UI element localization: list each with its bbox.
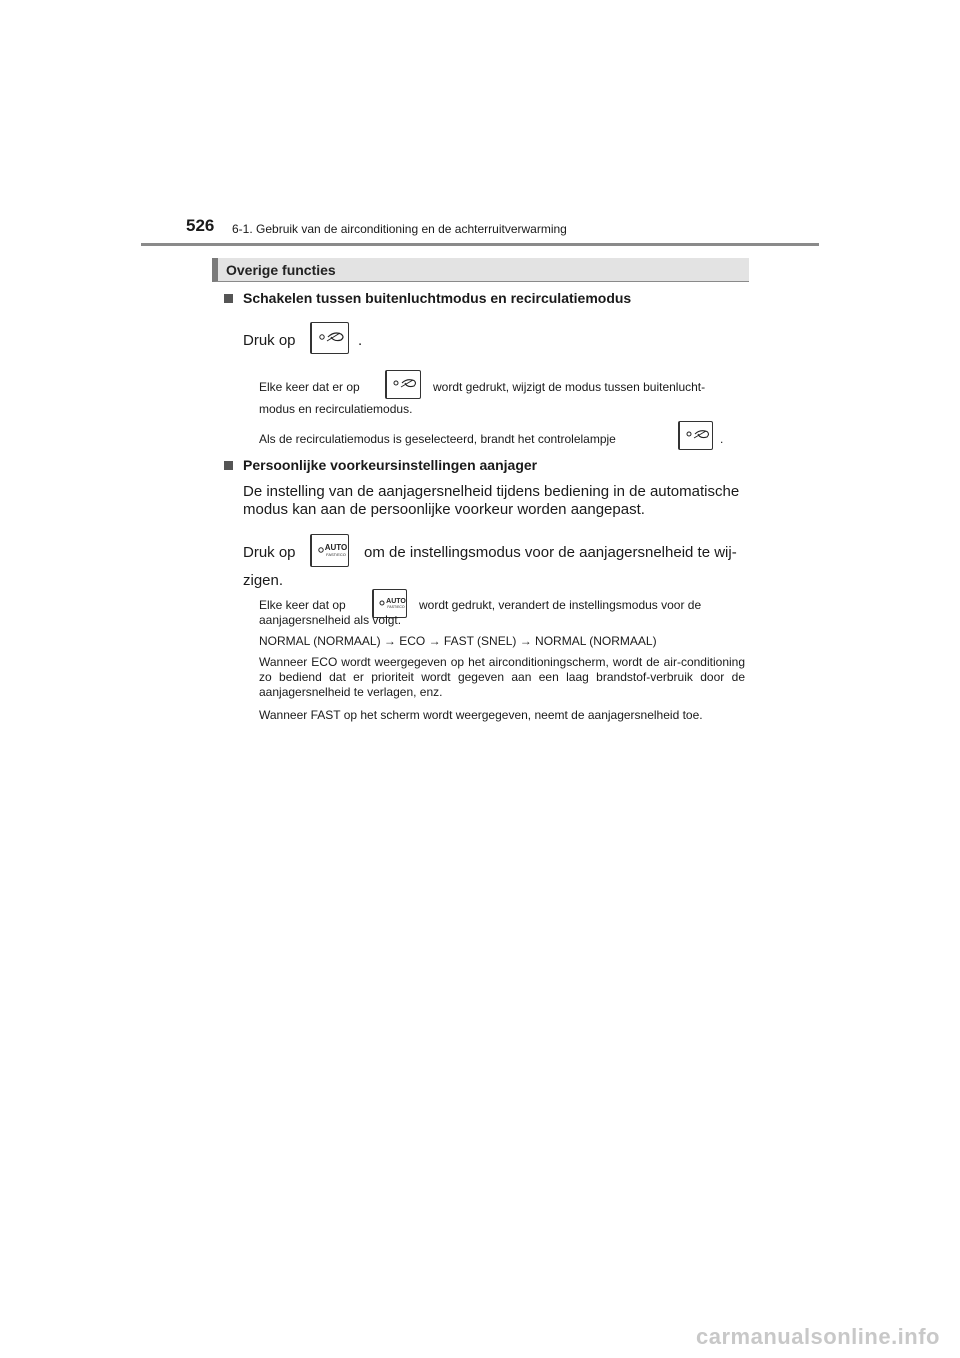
section-title: Overige functies <box>226 262 336 278</box>
indicator-lamp-icon <box>678 421 713 450</box>
body-text: om de instellingsmodus voor de aanjagersnelheid te wij- <box>364 544 737 561</box>
note-text: Elke keer dat er op <box>259 380 360 394</box>
body-text: zigen. <box>243 572 284 589</box>
auto-label: AUTO <box>386 598 406 605</box>
section-title-bar <box>212 258 749 282</box>
note-text: aanjagersnelheid als volgt. <box>259 613 402 627</box>
heading-recirculation: Schakelen tussen buitenluchtmodus en recirculatiemodus <box>243 290 632 306</box>
note-text: Wanneer ECO wordt weergegeven op het airconditioningscherm, wordt de air-conditioning zo bediend dat er prioriteit wordt gegeven aan een laag brandstof-verbruik door de aanjagersnelheid te verlagen, enz. <box>259 655 745 699</box>
body-text: modus kan aan de persoonlijke voorkeur worden aangepast. <box>243 501 645 518</box>
auto-button-icon <box>310 534 349 567</box>
note-text: modus en recirculatiemodus. <box>259 402 413 416</box>
mode-cycle-text: NORMAL (NORMAAL) → ECO → FAST (SNEL) → NORMAL (NORMAAL) <box>259 634 657 648</box>
header-divider <box>141 243 819 246</box>
watermark: carmanualsonline.info <box>696 1324 940 1349</box>
recirculation-button-icon <box>385 370 421 399</box>
instruction-text: Druk op <box>243 332 296 349</box>
fast-eco-label: FAST/ECO <box>326 552 346 557</box>
auto-label: AUTO <box>324 543 348 552</box>
bullet-square-icon <box>224 294 233 303</box>
note-text: wordt gedrukt, wijzigt de modus tussen buitenlucht- <box>433 380 706 394</box>
body-text: De instelling van de aanjagersnelheid tijdens bediening in de automatische <box>243 483 740 500</box>
note-text: wordt gedrukt, verandert de instellingsmodus voor de <box>419 598 702 612</box>
note-text: Als de recirculatiemodus is geselecteerd, brandt het controlelampje <box>259 432 616 446</box>
body-text: Druk op <box>243 544 296 561</box>
heading-blower-preferences: Persoonlijke voorkeursinstellingen aanjager <box>243 457 538 473</box>
bullet-square-icon <box>224 461 233 470</box>
note-text: . <box>720 432 724 446</box>
recirculation-button-icon <box>310 322 349 354</box>
instruction-period: . <box>358 332 363 349</box>
fast-eco-label: FAST/ECO <box>387 605 405 609</box>
page-number: 526 <box>186 216 215 235</box>
note-text: Elke keer dat op <box>259 598 346 612</box>
chapter-title: 6-1. Gebruik van de airconditioning en de achterruitverwarming <box>232 222 567 236</box>
note-text: Wanneer FAST op het scherm wordt weergegeven, neemt de aanjagersnelheid toe. <box>259 708 703 722</box>
